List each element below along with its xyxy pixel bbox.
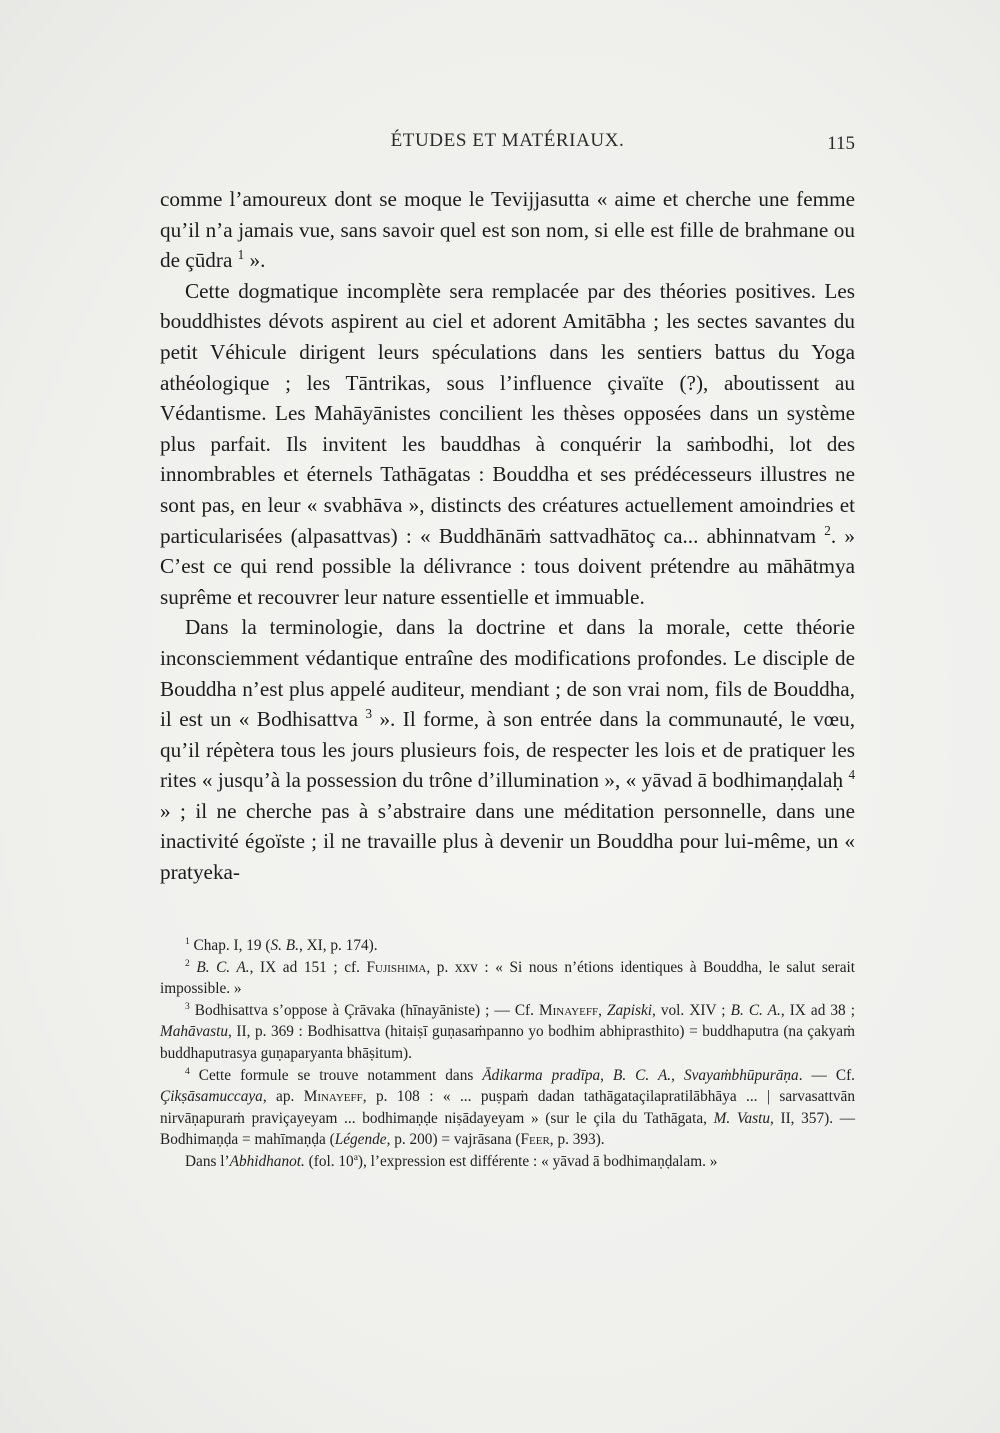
text-run: , II, p. 369 : Bodhisattva (hitaiṣī guṇasaṁpanno yo bodhim abhiprasthito) = buddhaputra (na çakyaṁ buddhaputrasya guṇaparyanta bhāṣitum). xyxy=(160,1023,855,1062)
note-reference: 1 xyxy=(237,247,245,263)
small-caps-text: Fujishima xyxy=(366,958,427,976)
body-paragraph xyxy=(160,276,855,613)
footnotes xyxy=(160,935,855,1173)
note-reference: 2 xyxy=(185,958,190,969)
text-run: , IX ad 151 ; cf. xyxy=(249,958,367,976)
text-run: , p. 108 : « ... puṣpaṁ dadan tathāgataçilapratilābhāya ... | sarvasattvān nirvāṇapuraṁ praviçayeyam ... bodhimaṇḍe niṣādayeyam » (sur le çila du Tathāgata, xyxy=(160,1088,855,1127)
text-run: , p. 200) = vajrāsana ( xyxy=(386,1131,521,1149)
italic-text: Légende xyxy=(334,1131,387,1149)
note-reference: 1 xyxy=(185,936,190,947)
text-run: Chap. I, 19 ( xyxy=(189,937,271,954)
note-reference: 4 xyxy=(848,767,855,783)
note-reference: 4 xyxy=(185,1066,190,1077)
text-run: Cette formule se trouve notamment dans xyxy=(189,1066,483,1084)
running-head xyxy=(160,130,855,160)
text-run: ), l’expression est différente : « yāvad ā bodhimaṇḍalam. » xyxy=(357,1152,718,1170)
text-run: . — Cf. xyxy=(798,1066,856,1084)
footnote xyxy=(160,1000,855,1065)
italic-text: Mahāvastu xyxy=(160,1023,228,1041)
small-caps-text: Minayeff xyxy=(303,1088,363,1106)
text-run: , vol. XIV ; xyxy=(652,1001,731,1019)
text-run: Bodhisattva s’oppose à Çrāvaka (hīnayāniste) ; — Cf. xyxy=(189,1001,540,1019)
text-run: ». xyxy=(244,248,266,273)
text-run: , II, 357). — Bodhimaṇḍa = mahīmaṇḍa ( xyxy=(160,1109,855,1149)
text-run: , xyxy=(598,1001,607,1019)
italic-text: Abhidhanot. xyxy=(229,1152,305,1170)
text-run: ». Il forme, à son entrée dans la communauté, le vœu, qu’il répètera tous les jours plusieurs fois, de respecter les lois et de pratiquer les rites « jusqu’à la possession du trône d’illumination », « yāvad ā bodhimaṇḍalaḥ xyxy=(160,707,855,793)
text-run: , p. 393). xyxy=(549,1131,605,1149)
running-title: ÉTUDES ET MATÉRIAUX. xyxy=(390,130,625,151)
italic-text: B. C. A. xyxy=(730,1001,781,1019)
italic-text: S. B. xyxy=(270,937,299,954)
small-caps-text: Minayeff xyxy=(539,1001,599,1019)
text-run: . » C’est ce qui rend possible la délivrance : tous doivent prétendre au māhātmya suprême et recouvrer leur nature essentielle et immuable. xyxy=(160,523,855,609)
page-number: 115 xyxy=(827,133,855,154)
footnote xyxy=(160,1065,855,1151)
note-reference: 3 xyxy=(185,1001,190,1012)
text-run: , p. xxv : « Si nous n’étions identiques à Bouddha, le salut serait impossible. » xyxy=(160,958,855,998)
text-run: comme l’amoureux dont se moque le Tevijjasutta « aime et cherche une femme qu’il n’a jamais vue, sans savoir quel est son nom, si elle est fille de brahmane ou de çūdra xyxy=(160,187,855,273)
note-reference: a xyxy=(353,1152,358,1163)
text-run: » ; il ne cherche pas à s’abstraire dans une méditation personnelle, dans une inactivité égoïste ; il ne travaille plus à devenir un Bouddha pour lui-même, un « pratyeka- xyxy=(160,798,855,885)
footnote xyxy=(160,935,855,957)
body-paragraph xyxy=(160,612,855,887)
italic-text: B. C. A. xyxy=(196,958,250,976)
small-caps-text: Feer xyxy=(520,1131,550,1149)
text-run: , ap. xyxy=(262,1088,304,1106)
italic-text: Çikṣāsamuccaya xyxy=(160,1088,263,1106)
text-run: , XI, p. 174). xyxy=(298,937,378,954)
italic-text: Ādikarma pradīpa, B. C. A., Svayaṁbhūpurāṇa xyxy=(482,1066,799,1084)
note-reference: 2 xyxy=(824,522,831,538)
text-run: Dans l’ xyxy=(185,1152,230,1170)
italic-text: M. Vastu xyxy=(713,1109,770,1127)
footnote xyxy=(160,1151,855,1173)
footnote xyxy=(160,957,855,1000)
text-run: , IX ad 38 ; xyxy=(780,1001,856,1019)
body-text xyxy=(160,184,855,888)
text-run: Dans la terminologie, dans la doctrine et dans la morale, cette théorie inconsciemment védantique entraîne des modifications profondes. Le disciple de Bouddha n’est plus appelé auditeur, mendiant ; de son vrai nom, fils de Bouddha, il est un « Bodhisattva xyxy=(160,615,855,732)
body-paragraph xyxy=(160,184,855,276)
text-run: (fol. 10 xyxy=(304,1152,354,1170)
note-reference: 3 xyxy=(365,706,373,722)
italic-text: Zapiski xyxy=(606,1001,652,1019)
text-run: Cette dogmatique incomplète sera remplacée par des théories positives. Les bouddhistes dévots aspirent au ciel et adorent Amitābha ; les sectes savantes du petit Véhicule dirigent leurs spéculations dans les sentiers battus du Yoga athéologique ; les Tāntrikas, sous l’influence çivaïte (?), aboutissent au Védantisme. Les Mahāyānistes concilient les thèses opposées dans un système plus parfait. Ils invitent les bauddhas à conquérir la saṁbodhi, lot des innombrables et éternels Tathāgatas : Bouddha et ses prédécesseurs illustres ne sont pas, en leur « svabhāva », distincts des créatures actuellement amoindries et particularisées (alpasattvas) : « Buddhānāṁ sattvadhātoç ca... abhinnatvam xyxy=(160,278,855,548)
